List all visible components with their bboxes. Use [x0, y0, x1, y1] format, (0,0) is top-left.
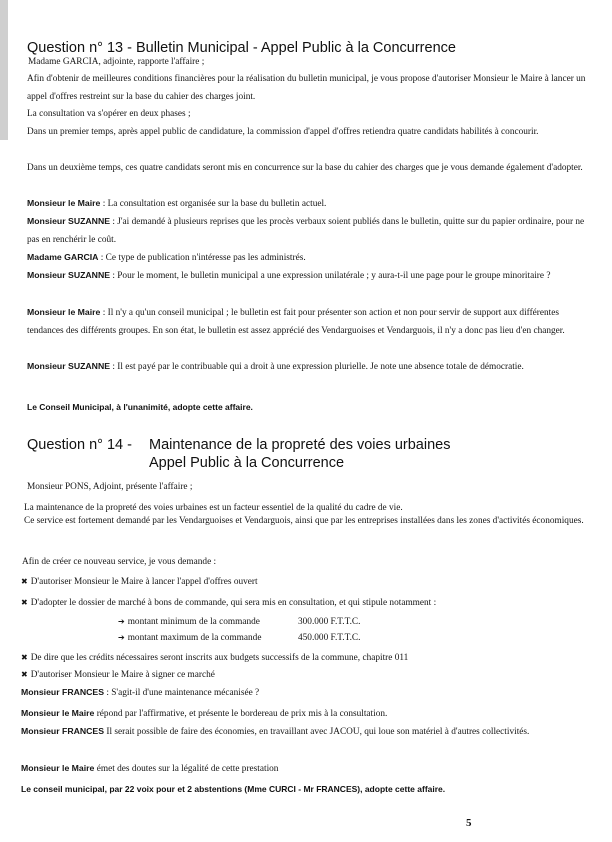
bullet-item-3: ✖ De dire que les crédits nécessaires seront inscrits aux budgets successifs de la commune, chapitre 011: [21, 653, 409, 663]
minimum-amount-label: ➔ montant minimum de la commande: [118, 617, 260, 627]
question-14-title-line2: Appel Public à la Concurrence: [149, 455, 345, 471]
exchange-14-1: [21, 684, 586, 703]
statement: : J'ai demandé à plusieurs reprises que les procès verbaux soient publiés dans le bulletin, quitte sur du papier ordinaire, pour ne pas en renchérir le coût.: [27, 217, 585, 245]
cross-bullet-icon: ✖: [21, 577, 28, 586]
question-14-ask: Afin de créer ce nouveau service, je vous demande :: [22, 557, 217, 567]
speaker: Madame GARCIA: [27, 252, 99, 262]
speaker: Monsieur le Maire: [21, 763, 95, 773]
arrow-right-icon: ➔: [118, 633, 125, 642]
exchange-13-4: [27, 267, 587, 286]
cross-bullet-icon: ✖: [21, 670, 28, 679]
statement: : Pour le moment, le bulletin municipal a une expression unilatérale ; y aura-t-il une page pour le groupe minoritaire ?: [110, 271, 551, 281]
statement: répond par l'affirmative, et présente le bordereau de prix mis à la consultation.: [94, 709, 388, 719]
exchange-14-4: [21, 760, 586, 779]
question-14-title-line1: Maintenance de la propreté des voies urbaines: [149, 437, 451, 453]
statement: : Il n'y a qu'un conseil municipal ; le bulletin est fait pour présenter son action et non pour servir de support aux différentes tendances des différents groupes. En son état, le bulletin est assez apprécié des Vendarguoises et Vendarguois, il n'y a donc pas lieu d'en changer.: [27, 308, 565, 336]
question-14-title-prefix: Question n° 14 -: [27, 437, 132, 453]
speaker: Monsieur le Maire: [21, 708, 95, 718]
speaker: Monsieur SUZANNE: [27, 270, 111, 280]
speaker: Monsieur SUZANNE: [27, 216, 111, 226]
bullet-item-2: ✖ D'adopter le dossier de marché à bons de commande, qui sera mis en consultation, et qui stipule notamment :: [21, 598, 437, 608]
statement: : Ce type de publication n'intéresse pas les administrés.: [98, 253, 306, 263]
exchange-13-3: [27, 249, 587, 268]
bullet-item-4: ✖ D'autoriser Monsieur le Maire à signer ce marché: [21, 670, 215, 680]
speaker: Monsieur le Maire: [27, 198, 101, 208]
statement: émet des doutes sur la légalité de cette prestation: [94, 764, 279, 774]
question-13-phase1: Dans un premier temps, après appel public de candidature, la commission d'appel d'offres retiendra quatre candidats habilités à concourir.: [27, 127, 539, 137]
cross-bullet-icon: ✖: [21, 653, 28, 662]
statement: : La consultation est organisée sur la base du bulletin actuel.: [100, 199, 327, 209]
statement: : S'agit-il d'une maintenance mécanisée ?: [104, 688, 260, 698]
exchange-13-2: [27, 213, 587, 249]
statement: : Il est payé par le contribuable qui a droit à une expression plurielle. Je note une absence totale de démocratie.: [110, 362, 524, 372]
speaker: Monsieur le Maire: [27, 307, 101, 317]
arrow-right-icon: ➔: [118, 617, 125, 626]
exchange-13-5: [27, 304, 587, 340]
maximum-amount-value: 450.000 F.T.T.C.: [298, 633, 361, 643]
speaker: Monsieur SUZANNE: [27, 361, 111, 371]
exchange-13-6: [27, 358, 587, 377]
question-13-presenter: Madame GARCIA, adjointe, rapporte l'affaire ;: [28, 57, 205, 67]
question-14-intro2: Ce service est fortement demandé par les Vendarguoises et Vendarguois, ainsi que par les entreprises installées dans les zones d'activités économiques.: [24, 516, 584, 526]
exchange-14-3: [21, 723, 586, 742]
question-13-phases: La consultation va s'opérer en deux phases ;: [27, 109, 191, 119]
exchange-13-1: [27, 195, 587, 214]
question-13-intro: Afin d'obtenir de meilleures conditions financières pour la réalisation du bulletin municipal, je vous propose d'autoriser Monsieur le Maire à lancer un appel d'offres restreint sur la base du cahier des charges joint.: [27, 74, 586, 102]
question-13-decision: Le Conseil Municipal, à l'unanimité, adopte cette affaire.: [27, 402, 253, 412]
statement: Il serait possible de faire des économies, en travaillant avec JACOU, qui loue son matériel à d'autres collectivités.: [104, 727, 530, 737]
question-14-presenter: Monsieur PONS, Adjoint, présente l'affaire ;: [27, 482, 193, 492]
cross-bullet-icon: ✖: [21, 598, 28, 607]
bullet-item-1: ✖ D'autoriser Monsieur le Maire à lancer l'appel d'offres ouvert: [21, 577, 258, 587]
question-13-title: Question n° 13 - Bulletin Municipal - Appel Public à la Concurrence: [27, 40, 456, 56]
scan-edge-shadow: [0, 0, 8, 140]
speaker: Monsieur FRANCES: [21, 726, 105, 736]
question-14-decision: Le conseil municipal, par 22 voix pour et 2 abstentions (Mme CURCI - Mr FRANCES), adopte cette affaire.: [21, 784, 446, 794]
maximum-amount-label: ➔ montant maximum de la commande: [118, 633, 262, 643]
question-13-phase2: Dans un deuxième temps, ces quatre candidats seront mis en concurrence sur la base du cahier des charges que je vous demande également d'adopter.: [27, 163, 583, 173]
speaker: Monsieur FRANCES: [21, 687, 105, 697]
page-number: 5: [466, 817, 472, 829]
minimum-amount-value: 300.000 F.T.T.C.: [298, 617, 361, 627]
question-14-intro1: La maintenance de la propreté des voies urbaines est un facteur essentiel de la qualité du cadre de vie.: [24, 503, 403, 513]
exchange-14-2: [21, 705, 586, 724]
